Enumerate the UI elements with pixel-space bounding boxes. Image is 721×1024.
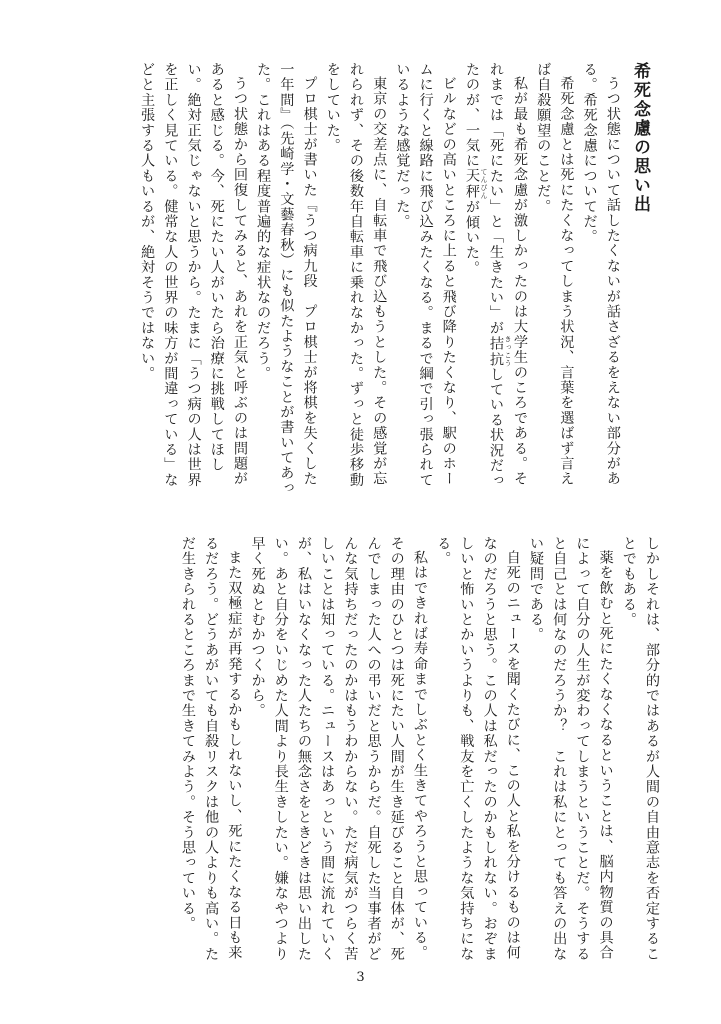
ruby-word [487, 335, 512, 368]
ruby-reading: きっこう [503, 335, 512, 368]
text-run: している状況だったのが、一気に [463, 62, 504, 489]
paragraph: また双極症が再発するかもしれないし、死にたくなる日も来るだろう。どうあがいても自殺リスクは他の人よりも高い。ただ生きられるところまで生きてみよう。そう思っている。 [179, 536, 243, 962]
paragraph: 私はできれば寿命までしぶとく生きてやろうと思っている。その理由のひとつは死にたい人間が生き延びること自体が、死んでしまった人への弔いだと思うからだ。自死した当事者がどんな気持ちだったのかはもうわからない。ただ病気がつらく苦しいことは知っている。ニュースはあっという間に流れていくが、私はいなくなった人たちの無念さをときどきは思い出したい。あと自分をいじめた人間より長生きしたい。嫌なやつより早く死ぬとむかつくから。 [249, 536, 428, 962]
ruby-word [463, 168, 488, 201]
ruby-base: 拮抗 [487, 335, 504, 368]
paragraph: 薬を飲むと死にたくなくなるということは、脳内物質の具合によって自分の人生が変わってしまうということだ。そうすると自己とは何なのだろうか？ これは私にとっても答えの出ない疑問である。 [527, 536, 614, 962]
paragraph: しかしそれは、部分的ではあるが人間の自由意志を否定することでもある。 [620, 536, 660, 962]
paragraph: うつ状態から回復してみると、あれを正気と呼ぶのは問題があると感じる。今、死にたい人がいたら治療に挑戦してほしい。絶対正気じゃないと思うから。たまに「うつ病の人は世界を正しく見ている。健常な人の世界の味方が間違っている」などと主張する人もいるが、絶対そうではない。 [139, 62, 248, 488]
paragraph: うつ状態について話したくないが話さざるをえない部分がある。希死念慮についてだ。 [581, 62, 621, 487]
paragraph: プロ棋士が書いた『うつ病九段 プロ棋士が将棋を失くした一年間』（先崎学・文藝春秋）にも似たようなことが書いてあった。これはある程度普遍的な症状なのだろう。 [255, 62, 318, 496]
paragraph: 自死のニュースを聞くたびに、この人と私を分けるものは何なのだろうと思う。この人は私だったのかもしれない。おぞましいと怖いとかいうよりも、戦友を亡くしたような気持ちになる。 [435, 536, 521, 962]
article-column-top [51, 62, 651, 500]
paragraph: ビルなどの高いところに上ると飛び降りたくなり、駅のホームに行くと線路に飛び込みたくなる。まるで綱で引っ張られているような感覚だった。 [394, 62, 457, 488]
paragraph: 東京の交差点に、自転車で飛び込もうとした。その感覚が忘れられず、その後数年自転車に乗れなかった。ずっと徒歩移動をしていた。 [324, 62, 388, 488]
paragraph [460, 62, 531, 500]
paragraph: 希死念慮とは死にたくなってしまう状況、言葉を選ばず言えば自殺願望のことだ。 [535, 62, 575, 487]
text-run: 私が最も希死念慮が激しかったのは大学生のころである。それまでは「死にたい」と「生きたい」が [487, 62, 528, 487]
article-title: 希死念慮の思い出 [630, 62, 650, 214]
ruby-reading: てんびん [479, 168, 488, 201]
ruby-base: 天秤 [463, 168, 480, 200]
article-column-bottom [63, 536, 663, 966]
page-number: 3 [356, 970, 365, 985]
text-run: が傾いた。 [463, 199, 480, 276]
